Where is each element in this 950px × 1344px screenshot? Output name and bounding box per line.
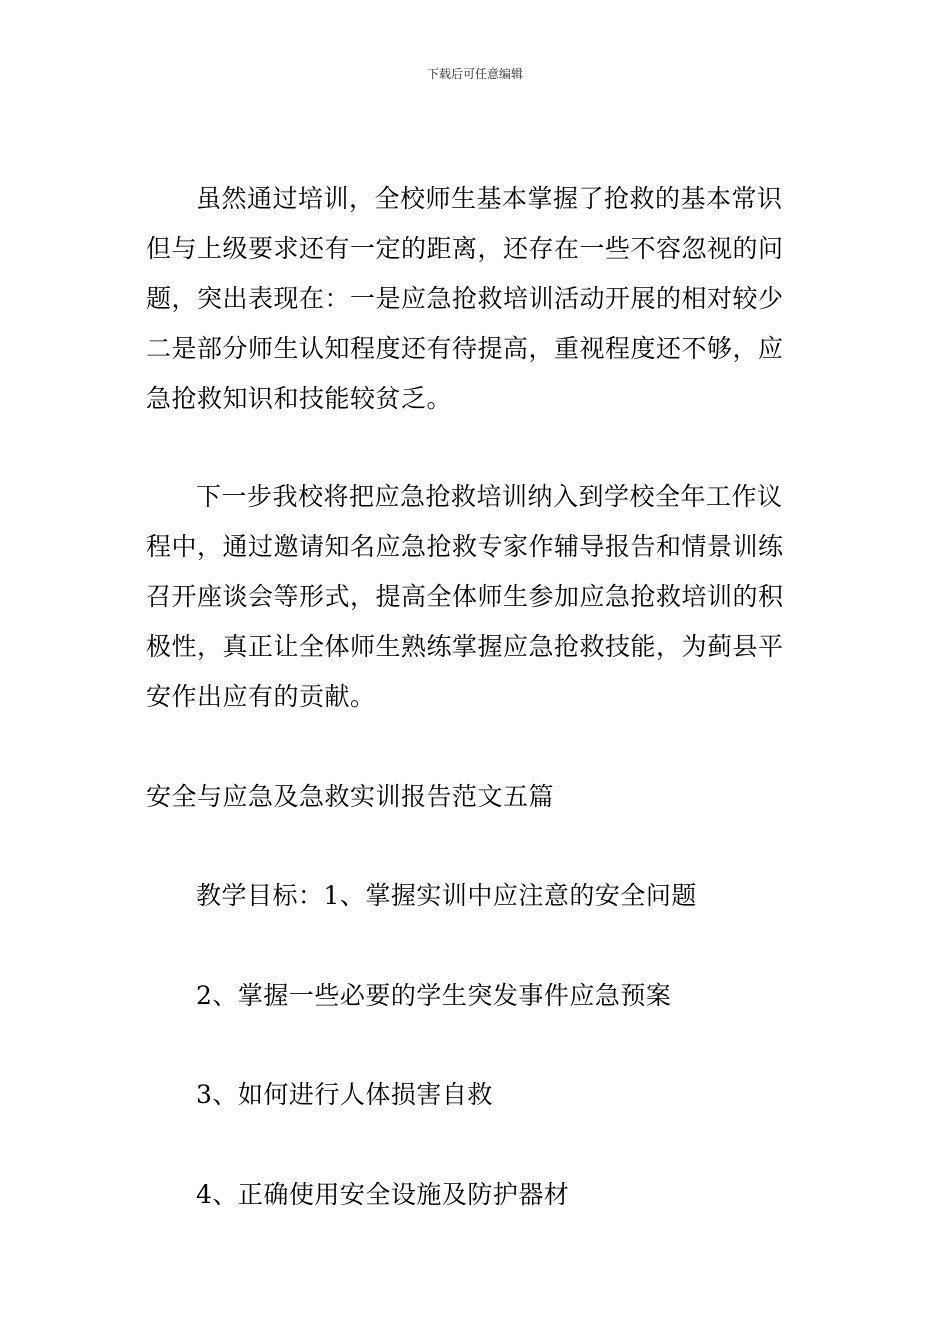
paragraph-line: 召开座谈会等形式，提高全体师生参加应急抢救培训的积 [146, 582, 784, 611]
paragraph-line: 但与上级要求还有一定的距离，还存在一些不容忽视的问 [146, 234, 784, 263]
paragraph-line: 题，突出表现在：一是应急抢救培训活动开展的相对较少 [146, 284, 784, 313]
section-title: 安全与应急及急救实训报告范文五篇 [146, 782, 555, 811]
paragraph-line: 下一步我校将把应急抢救培训纳入到学校全年工作议 [196, 482, 783, 511]
paragraph-line: 二是部分师生认知程度还有待提高，重视程度还不够，应 [146, 334, 784, 363]
paragraph-line: 极性，真正让全体师生熟练掌握应急抢救技能，为蓟县平 [146, 632, 784, 661]
objective-item: 教学目标：1、掌握实训中应注意的安全问题 [196, 881, 697, 910]
paragraph-line: 虽然通过培训，全校师生基本掌握了抢救的基本常识 [196, 184, 783, 213]
paragraph-line: 安作出应有的贡献。 [146, 682, 376, 711]
objective-item: 2、掌握一些必要的学生突发事件应急预案 [196, 981, 672, 1010]
page-header: 下载后可任意编辑 [426, 67, 523, 81]
paragraph-line: 程中，通过邀请知名应急抢救专家作辅导报告和情景训练 [146, 532, 784, 561]
objective-item: 3、如何进行人体损害自救 [196, 1080, 493, 1109]
paragraph-line: 急抢救知识和技能较贫乏。 [146, 384, 453, 413]
objective-item: 4、正确使用安全设施及防护器材 [196, 1180, 570, 1209]
